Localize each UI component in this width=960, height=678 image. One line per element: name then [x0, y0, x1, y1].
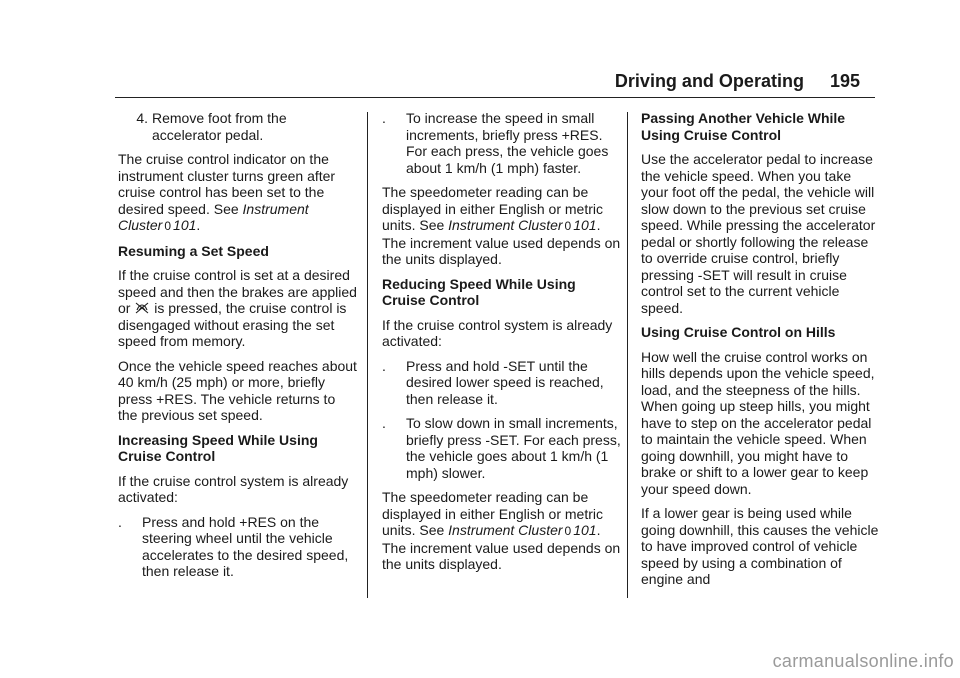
bullet-text: Press and hold +RES on the steering wheel until the vehicle accelerates to the desired speed, then release it.	[142, 513, 349, 579]
list-item	[382, 358, 622, 408]
column-divider	[367, 112, 368, 598]
cross-reference-link[interactable]: Instrument Cluster	[448, 522, 563, 538]
section-heading: Reducing Speed While Using Cruise Control	[382, 275, 576, 308]
list-item	[382, 415, 622, 481]
bullet-mark: .	[118, 513, 122, 530]
section-heading: Resuming a Set Speed	[118, 242, 269, 259]
bullet-mark: .	[382, 415, 386, 431]
paragraph: If a lower gear is being used while going downhill, this causes the vehicle to have improved control of vehicle speed by using a combination of engine and	[641, 505, 879, 587]
page-ref-arrow-icon: 0	[564, 219, 572, 233]
paragraph: The cruise control indicator on the instrument cluster turns green after cruise control has been set to the desired speed. See Instrument Cluster 0 101.	[118, 151, 336, 233]
paragraph: If the cruise control is set at a desired speed and then the brakes are applied or is pressed, the cruise control is disengaged without erasing the set speed from memory.	[118, 267, 357, 349]
paragraph: Use the accelerator pedal to increase the vehicle speed. When you take your foot off the pedal, the vehicle will slow down to the previous set cruise speed. While pressing the accelerator pedal or shortly following the release to override cruise control, briefly pressing -SET will result in cruise control set to the current vehicle speed.	[641, 151, 876, 316]
section-heading: Increasing Speed While Using Cruise Control	[118, 431, 318, 464]
bullet-mark: .	[382, 110, 386, 126]
list-item	[118, 514, 358, 580]
page-number: 195	[829, 71, 860, 91]
paragraph: The speedometer reading can be displayed in either English or metric units. See Instrument Cluster 0 101. The increment value used depends on the units displayed.	[382, 184, 621, 267]
column-3	[641, 110, 881, 596]
paragraph: How well the cruise control works on hills depends upon the vehicle speed, load, and the steepness of the hills. When going up steep hills, you might have to step on the accelerator pedal to maintain the vehicle speed. When going downhill, you might have to brake or shift to a lower gear to keep your speed down.	[641, 348, 875, 497]
paragraph: If the cruise control system is already activated:	[118, 472, 349, 505]
column-divider	[627, 112, 628, 598]
bullet-text: To slow down in small increments, briefly press -SET. For each press, the vehicle goes about 1 km/h (1 mph) slower.	[406, 415, 621, 481]
section-heading: Passing Another Vehicle While Using Cruise Control	[641, 110, 846, 143]
cross-reference-link[interactable]: Instrument Cluster	[448, 217, 563, 233]
cruise-cancel-icon	[135, 302, 149, 314]
page-ref[interactable]: 101	[173, 217, 197, 233]
step-text: Remove foot from the accelerator pedal.	[152, 110, 287, 143]
cross-reference-link[interactable]: Instrument Cluster	[118, 200, 309, 233]
bullet-text: Press and hold -SET until the desired lower speed is reached, then release it.	[406, 357, 604, 407]
column-2	[382, 110, 622, 581]
bullet-text: To increase the speed in small increments, briefly press +RES. For each press, the vehicle goes about 1 km/h (1 mph) faster.	[406, 110, 609, 176]
paragraph: If the cruise control system is already activated:	[382, 316, 613, 349]
watermark: carmanualsonline.info	[772, 651, 954, 671]
paragraph: The speedometer reading can be displayed in either English or metric units. See Instrument Cluster 0 101. The increment value used depends on the units displayed.	[382, 489, 621, 572]
page-ref[interactable]: 101	[573, 217, 597, 233]
header-rule	[115, 97, 875, 98]
paragraph: Once the vehicle speed reaches about 40 km/h (25 mph) or more, briefly press +RES. The vehicle returns to the previous set speed.	[118, 357, 357, 423]
list-item	[118, 110, 358, 143]
page-ref-arrow-icon: 0	[164, 219, 172, 233]
step-number: 4.	[136, 110, 148, 126]
bullet-mark: .	[382, 357, 386, 374]
page-header	[615, 71, 860, 92]
section-heading: Using Cruise Control on Hills	[641, 324, 836, 340]
page-ref[interactable]: 101	[573, 522, 597, 538]
page-ref-arrow-icon: 0	[564, 524, 572, 538]
column-1	[118, 110, 358, 588]
list-item	[382, 110, 622, 176]
section-title: Driving and Operating	[614, 71, 804, 91]
